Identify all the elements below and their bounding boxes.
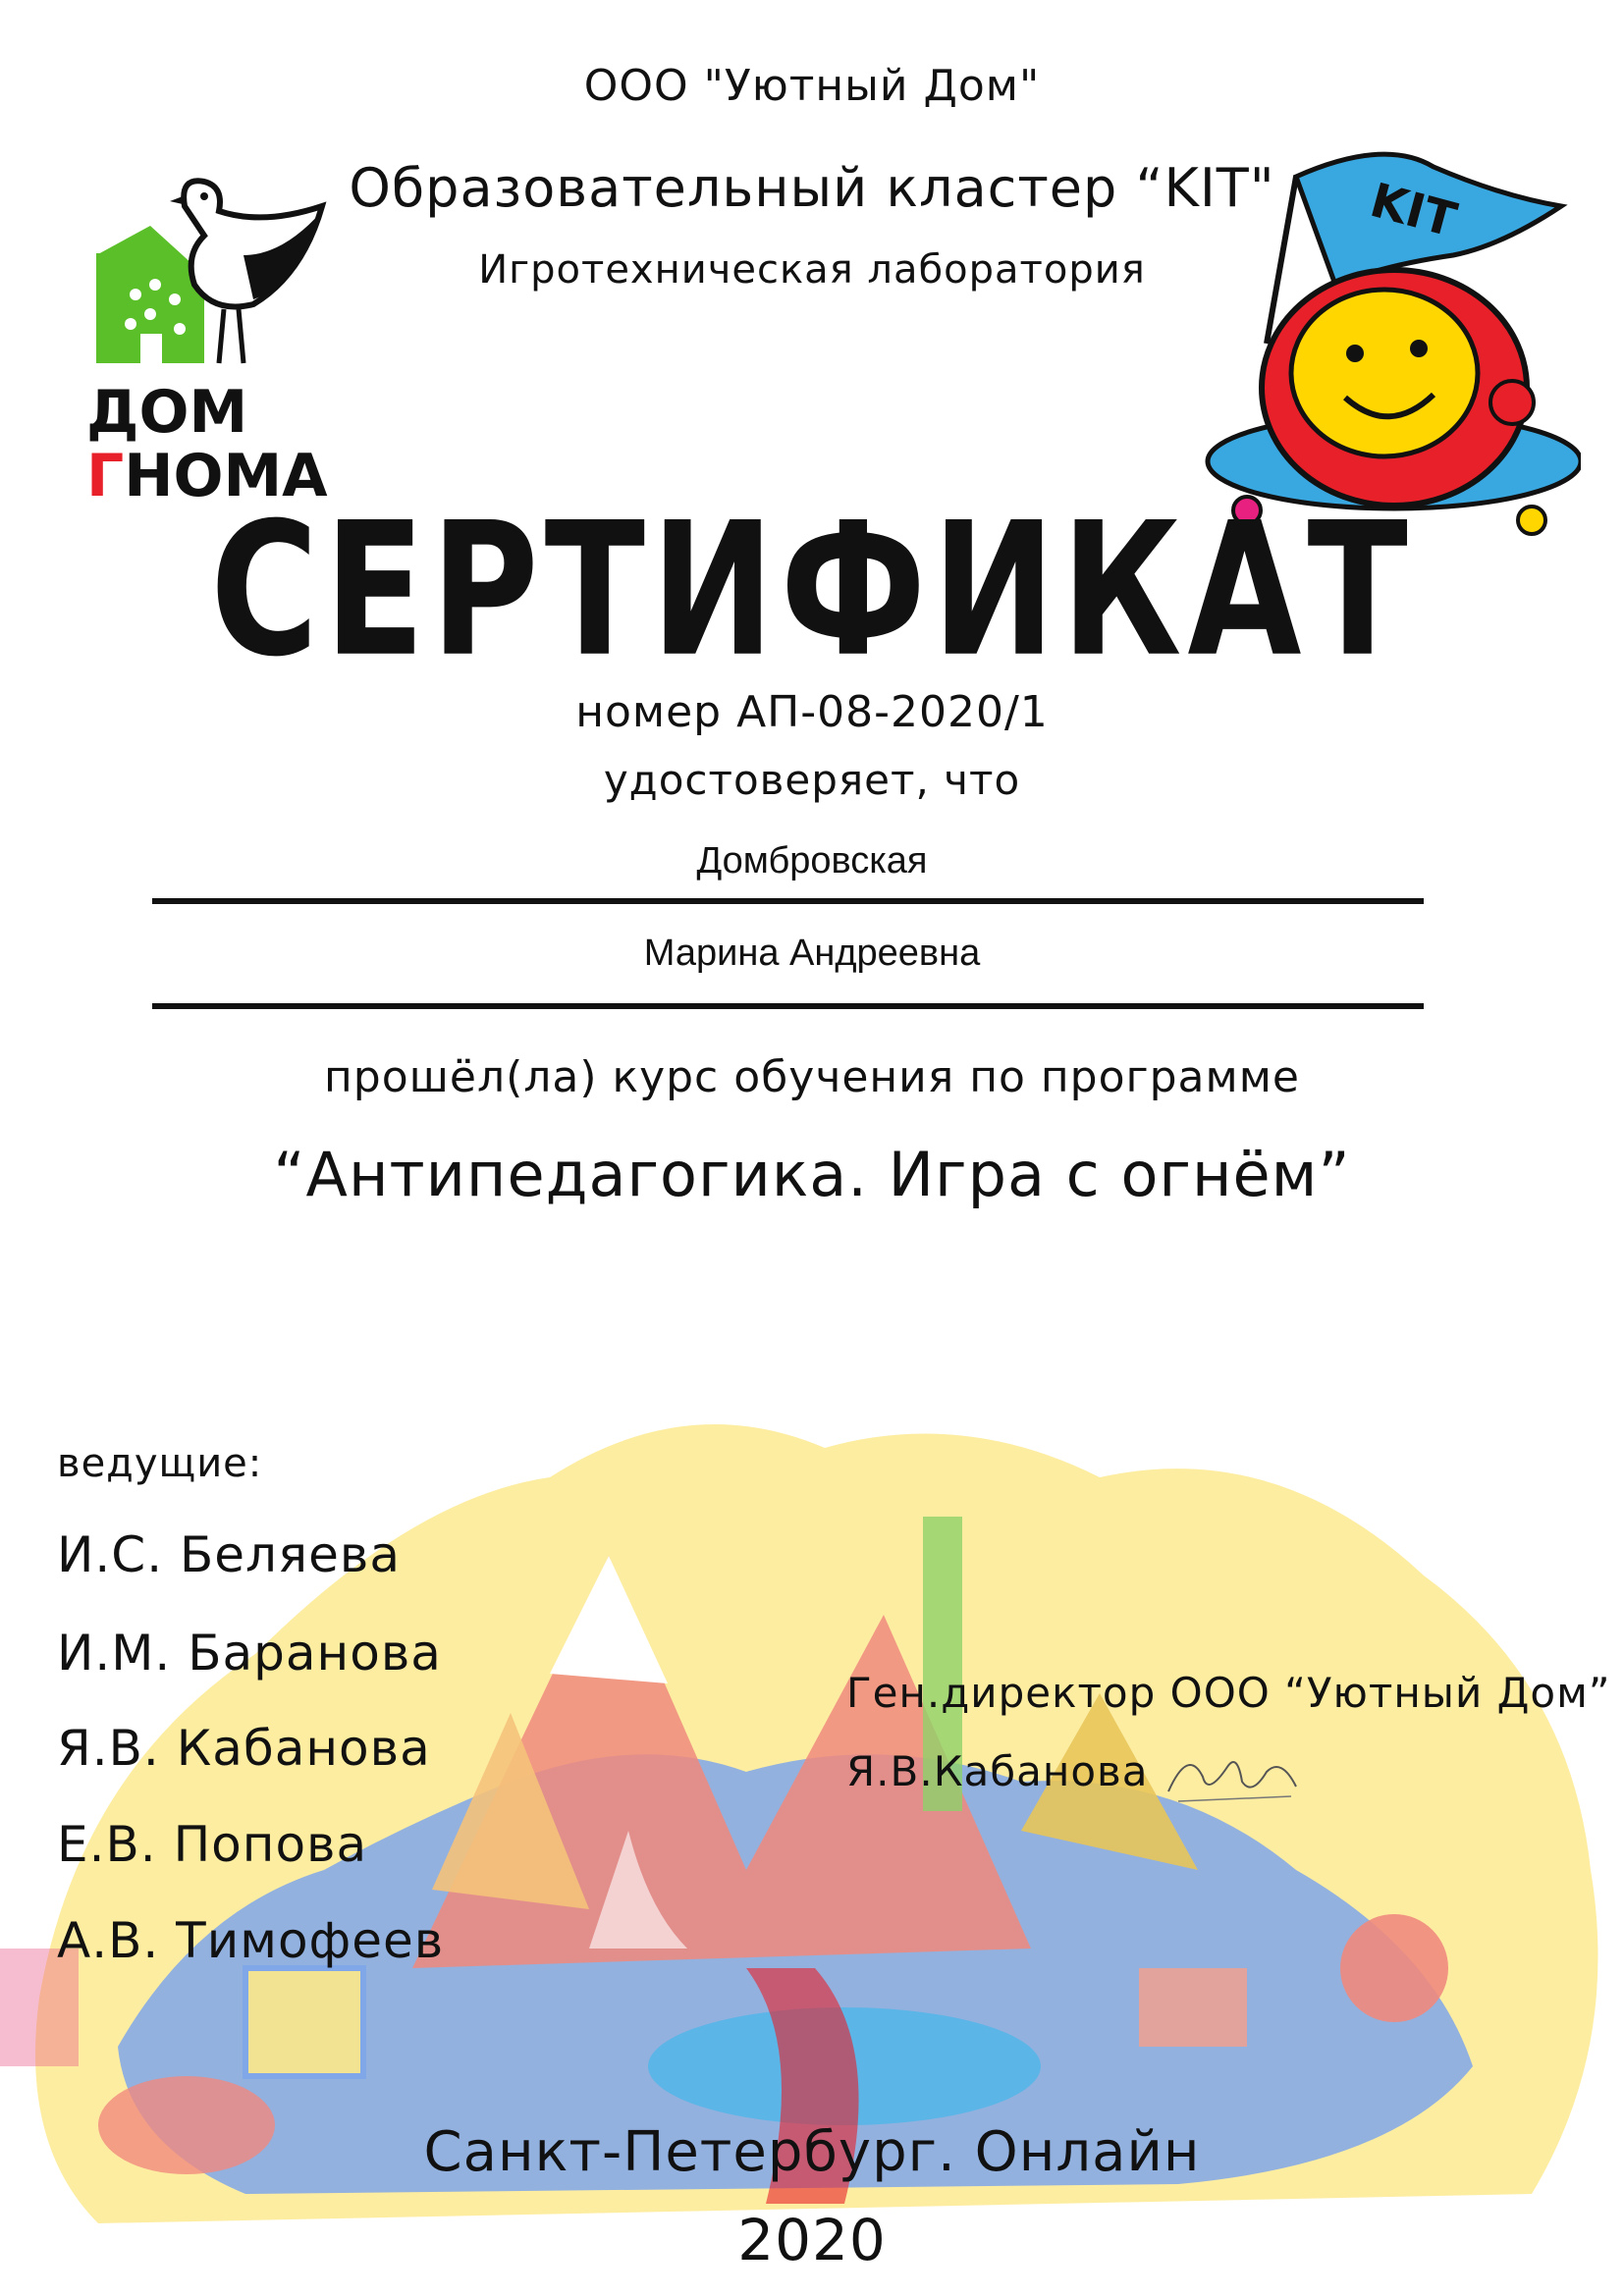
certificate-verifies: удостоверяет, что xyxy=(603,756,1021,804)
surname-underline xyxy=(152,898,1424,904)
certificate-title: СЕРТИФИКАТ xyxy=(210,484,1414,698)
program-name: “Антипедагогика. Игра с огнём” xyxy=(273,1139,1351,1210)
lead-name: И.С. Беляева xyxy=(57,1526,401,1583)
dom-gnoma-logo-icon xyxy=(96,181,322,363)
recipient-surname: Домбровская xyxy=(696,840,928,881)
director-name: Я.В.Кабанова xyxy=(846,1747,1149,1795)
logo-dom-word: ДОМ xyxy=(86,378,248,447)
laboratory-name: Игротехническая лаборатория xyxy=(478,247,1146,293)
leads-heading: ведущие: xyxy=(57,1441,263,1486)
lead-name: И.М. Баранова xyxy=(57,1625,442,1682)
recipient-given-name: Марина Андреевна xyxy=(643,933,981,974)
year-line: 2020 xyxy=(737,2207,887,2273)
given-name-underline xyxy=(152,1003,1424,1009)
kit-flag-text: KIT xyxy=(1364,172,1463,248)
logo-red-letter: Г xyxy=(86,442,125,510)
city-line: Санкт-Петербург. Онлайн xyxy=(423,2120,1201,2184)
completed-text: прошёл(ла) курс обучения по программе xyxy=(324,1052,1300,1102)
director-signature xyxy=(1159,1737,1306,1816)
director-title: Ген.директор ООО “Уютный Дом” xyxy=(846,1669,1611,1717)
lead-name: Я.В. Кабанова xyxy=(57,1720,431,1777)
cluster-name: Образовательный кластер “KIT" xyxy=(349,157,1275,219)
lead-name: А.В. Тимофеев xyxy=(57,1912,445,1969)
logo-gnoma-word: НОМА xyxy=(124,442,328,510)
certificate-number: номер АП-08-2020/1 xyxy=(575,687,1049,737)
organization-name: ООО "Уютный Дом" xyxy=(583,61,1041,111)
dom-gnoma-logo xyxy=(86,167,352,520)
lead-name: Е.В. Попова xyxy=(57,1816,368,1873)
